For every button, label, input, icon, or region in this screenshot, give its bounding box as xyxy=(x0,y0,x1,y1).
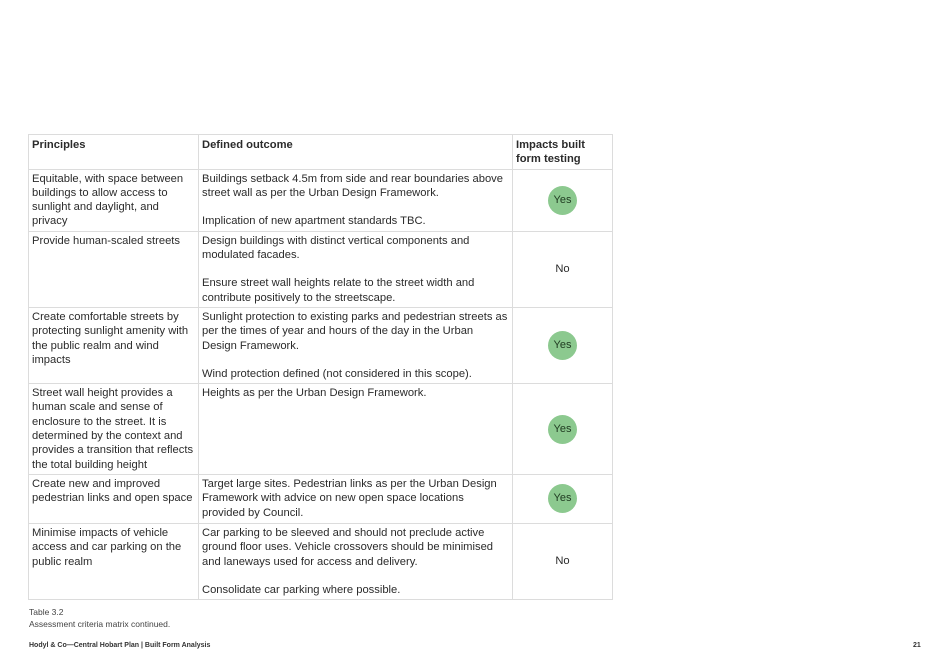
outcome-cell xyxy=(199,384,513,475)
impact-yes-badge: Yes xyxy=(548,331,577,360)
principle-cell: Provide human-scaled streets xyxy=(29,231,199,307)
outcome-text: Wind protection defined (not considered in this scope). xyxy=(202,367,472,380)
outcome-text: Sunlight protection to existing parks and pedestrian streets as per the times of year and hours of the day in the Urban Design Framework. xyxy=(202,310,508,352)
impact-yes-badge: Yes xyxy=(548,415,577,444)
table-row xyxy=(29,474,613,523)
table-caption xyxy=(29,607,170,630)
table-row xyxy=(29,307,613,383)
outcome-text: Car parking to be sleeved and should not preclude active ground floor uses. Vehicle crossovers should be minimised and laneways used for access and delivery. xyxy=(202,526,494,568)
outcome-text: Heights as per the Urban Design Framework. xyxy=(202,387,427,400)
impact-cell xyxy=(513,384,613,475)
table-row xyxy=(29,523,613,599)
table-row xyxy=(29,231,613,307)
outcome-cell xyxy=(199,231,513,307)
table-header-row xyxy=(29,135,613,170)
header-impacts-built-form-testing: Impacts built form testing xyxy=(513,135,613,170)
caption-text: Assessment criteria matrix continued. xyxy=(29,618,171,629)
impact-cell xyxy=(513,307,613,383)
header-principles: Principles xyxy=(29,135,199,170)
assessment-criteria-table xyxy=(28,134,613,600)
impact-cell xyxy=(513,169,613,231)
principle-cell: Street wall height provides a human scale and sense of enclosure to the street. It is determined by the context and provides a transition that reflects the total building height xyxy=(29,384,199,475)
principle-cell: Create comfortable streets by protecting sunlight amenity with the public realm and wind impacts xyxy=(29,307,199,383)
table-row xyxy=(29,384,613,475)
outcome-text: Buildings setback 4.5m from side and rear boundaries above street wall as per the Urban Design Framework. xyxy=(202,172,503,199)
principle-cell: Create new and improved pedestrian links and open space xyxy=(29,474,199,523)
impact-cell xyxy=(513,474,613,523)
header-defined-outcome: Defined outcome xyxy=(199,135,513,170)
principle-cell: Minimise impacts of vehicle access and car parking on the public realm xyxy=(29,523,199,599)
outcome-text: Consolidate car parking where possible. xyxy=(202,583,401,596)
outcome-text: Ensure street wall heights relate to the street width and contribute positively to the streetscape. xyxy=(202,277,475,304)
impact-yes-badge: Yes xyxy=(548,186,577,215)
assessment-table-wrapper xyxy=(28,134,612,600)
outcome-text: Target large sites. Pedestrian links as per the Urban Design Framework with advice on new open space locations provided by Council. xyxy=(202,477,497,519)
footer-page-number: 21 xyxy=(913,642,921,649)
outcome-cell xyxy=(199,474,513,523)
impact-no-label: No xyxy=(555,555,570,568)
outcome-cell xyxy=(199,523,513,599)
outcome-cell xyxy=(199,169,513,231)
footer-document-title: Hodyl & Co—Central Hobart Plan | Built Form Analysis xyxy=(29,642,211,649)
impact-cell xyxy=(513,231,613,307)
outcome-text: Implication of new apartment standards TBC. xyxy=(202,215,426,228)
impact-yes-badge: Yes xyxy=(548,484,577,513)
impact-no-label: No xyxy=(555,263,570,276)
outcome-cell xyxy=(199,307,513,383)
table-row xyxy=(29,169,613,231)
principle-cell: Equitable, with space between buildings to allow access to sunlight and daylight, and privacy xyxy=(29,169,199,231)
outcome-text: Design buildings with distinct vertical components and modulated facades. xyxy=(202,234,470,262)
caption-number: Table 3.2 xyxy=(29,607,64,617)
impact-cell xyxy=(513,523,613,599)
